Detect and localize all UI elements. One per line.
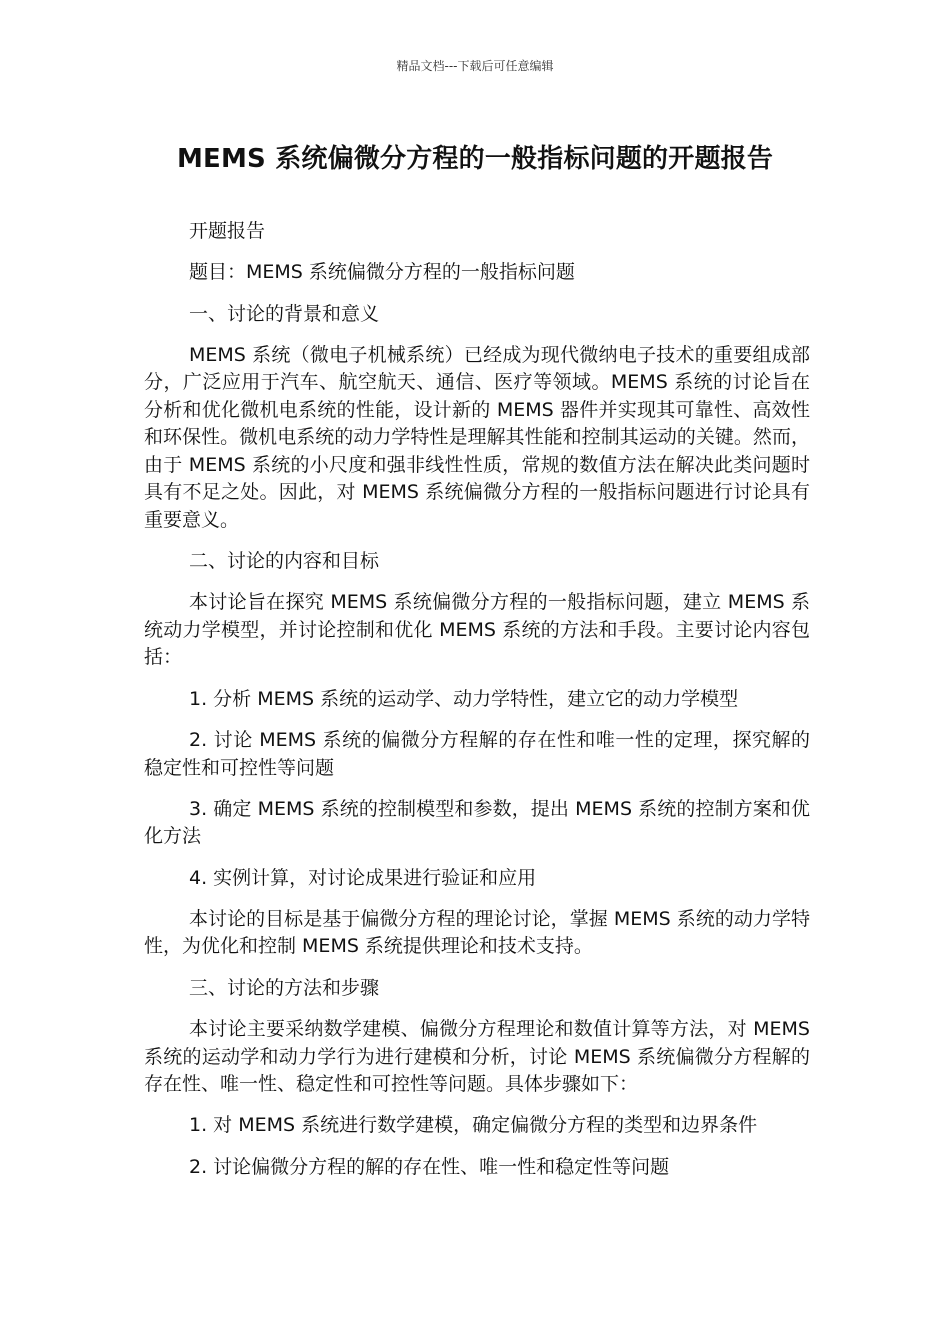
goal-paragraph: 本讨论的目标是基于偏微分方程的理论讨论，掌握 MEMS 系统的动力学特性，为优化和控制 MEMS 系统提供理论和技术支持。	[144, 907, 810, 958]
step-list-item: 1. 对 MEMS 系统进行数学建模，确定偏微分方程的类型和边界条件	[189, 1114, 758, 1137]
section-label: 开题报告	[189, 220, 266, 242]
section-heading-2: 二、讨论的内容和目标	[189, 550, 380, 573]
step-list-item: 2. 讨论偏微分方程的解的存在性、唯一性和稳定性等问题	[189, 1155, 670, 1178]
section-heading-1: 一、讨论的背景和意义	[189, 302, 380, 325]
content-intro-paragraph: 本讨论旨在探究 MEMS 系统偏微分方程的一般指标问题，建立 MEMS 系统动力学模型，并讨论控制和优化 MEMS 系统的方法和手段。主要讨论内容包括：	[144, 591, 810, 669]
content-list-item: 4. 实例计算，对讨论成果进行验证和应用	[189, 866, 537, 889]
content-list-item: 2. 讨论 MEMS 系统的偏微分方程解的存在性和唯一性的定理，探究解的稳定性和可控性等问题	[144, 729, 810, 779]
page-header: 精品文档---下载后可任意编辑	[396, 59, 554, 73]
document-body	[144, 218, 810, 1195]
background-paragraph: MEMS 系统（微电子机械系统）已经成为现代微纳电子技术的重要组成部分，广泛应用于汽车、航空航天、通信、医疗等领域。MEMS 系统的讨论旨在分析和优化微机电系统的性能，设计新的 MEMS 器件并实现其可靠性、高效性和环保性。微机电系统的动力学特性是理解其性能和控制其运动的关键。然而，由于 MEMS 系统的小尺度和强非线性性质，常规的数值方法在解决此类问题时具有不足之处。因此，对 MEMS 系统偏微分方程的一般指标问题进行讨论具有重要意义。	[144, 343, 810, 531]
content-list-item: 3. 确定 MEMS 系统的控制模型和参数，提出 MEMS 系统的控制方案和优化方法	[144, 797, 810, 848]
content-list-item: 1. 分析 MEMS 系统的运动学、动力学特性，建立它的动力学模型	[189, 687, 739, 710]
section-heading-3: 三、讨论的方法和步骤	[189, 976, 380, 999]
methods-paragraph: 本讨论主要采纳数学建模、偏微分方程理论和数值计算等方法，对 MEMS 系统的运动学和动力学行为进行建模和分析，讨论 MEMS 系统偏微分方程解的存在性、唯一性、稳定性和可控性等问题。具体步骤如下：	[144, 1018, 810, 1096]
document-title: MEMS 系统偏微分方程的一般指标问题的开题报告	[176, 144, 774, 174]
topic-line: 题目：MEMS 系统偏微分方程的一般指标问题	[189, 261, 575, 284]
